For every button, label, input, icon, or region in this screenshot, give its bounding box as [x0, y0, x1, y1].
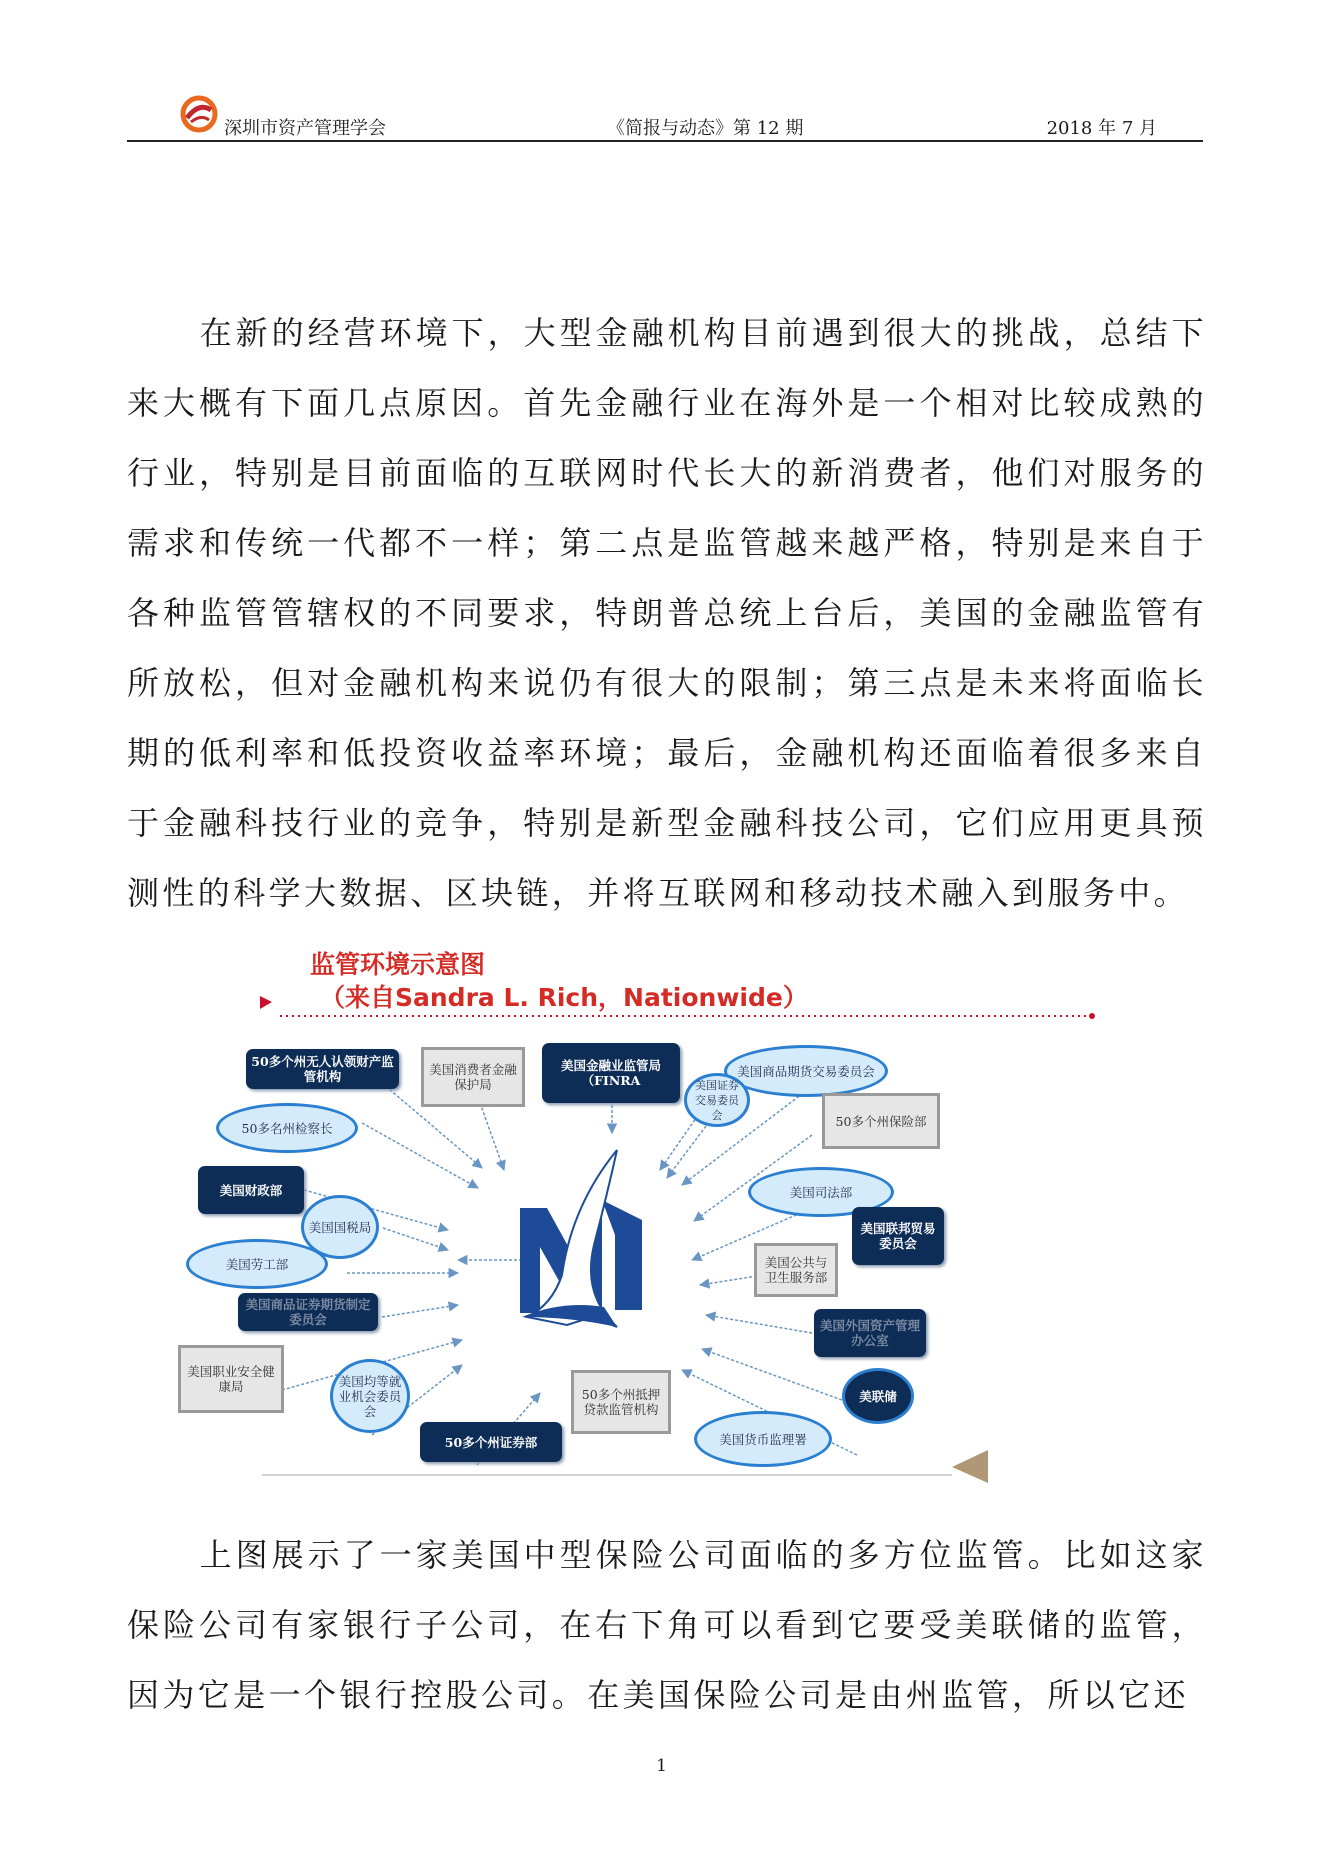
issue-title: 《简报与动态》第 12 期 [607, 118, 804, 139]
organization-name: 深圳市资产管理学会 [224, 118, 386, 139]
node-osha: 美国职业安全健康局 [178, 1345, 284, 1413]
page-number: 1 [656, 1756, 667, 1776]
node-treasury: 美国财政部 [198, 1166, 304, 1214]
node-cfpb: 美国消费者金融保护局 [421, 1047, 525, 1107]
node-fed: 美联储 [842, 1368, 914, 1424]
regulation-diagram [187, 945, 1147, 1505]
node-state-insurance: 50多个州保险部 [822, 1093, 940, 1149]
paragraph-text: 上图展示了一家美国中型保险公司面临的多方位监管。比如这家保险公司有家银行子公司，在右下角可以看到它要受美联储的监管，因为它是一个银行控股公司。在美国保险公司是由州监管，所以它还 [127, 1536, 1207, 1714]
body-paragraph [127, 1520, 1207, 1730]
node-unclaimed-property: 50多个州无人认领财产监管机构 [246, 1049, 399, 1089]
logo-icon [179, 94, 219, 134]
page-header [127, 100, 1203, 142]
figure-subtitle: （来自Sandra L. Rich，Nationwide） [320, 983, 808, 1012]
node-cftc: 美国商品期货交易委员会 [724, 1045, 888, 1097]
line-end-dot [1089, 1013, 1095, 1019]
node-eeoc: 美国均等就业机会委员会 [330, 1359, 410, 1433]
node-doj: 美国司法部 [748, 1167, 894, 1217]
node-sec: 美国证券交易委员会 [684, 1073, 750, 1127]
node-occ: 美国货币监理署 [694, 1411, 832, 1467]
nationwide-logo-icon [520, 1150, 642, 1327]
issue-date: 2018 年 7 月 [1046, 118, 1157, 139]
tan-triangle-icon [952, 1450, 988, 1483]
figure-title: 监管环境示意图 [310, 950, 486, 979]
node-faded-commission: 美国商品证券期货制定委员会 [238, 1293, 378, 1331]
node-ftc: 美国联邦贸易委员会 [852, 1207, 944, 1265]
node-labor: 美国劳工部 [186, 1239, 328, 1289]
node-irs: 美国国税局 [301, 1195, 379, 1259]
node-state-securities: 50多个州证券部 [420, 1422, 562, 1462]
node-ofac: 美国外国资产管理办公室 [814, 1309, 926, 1357]
node-attorneys-general: 50多名州检察长 [216, 1103, 358, 1153]
red-triangle-icon [260, 996, 272, 1009]
paragraph-text: 在新的经营环境下，大型金融机构目前遇到很大的挑战，总结下来大概有下面几点原因。首先金融行业在海外是一个相对比较成熟的行业，特别是目前面临的互联网时代长大的新消费者，他们对服务的需求和传统一代都不一样；第二点是监管越来越严格，特别是来自于各种监管管辖权的不同要求，特朗普总统上台后，美国的金融监管有所放松，但对金融机构来说仍有很大的限制；第三点是未来将面临长期的低利率和低投资收益率环境；最后，金融机构还面临着很多来自于金融科技行业的竞争，特别是新型金融科技公司，它们应用更具预测性的科学大数据、区块链，并将互联网和移动技术融入到服务中。 [127, 314, 1207, 912]
node-finra: 美国金融业监管局（FINRA [542, 1043, 680, 1103]
body-paragraph [127, 298, 1207, 928]
node-state-mortgage: 50多个州抵押贷款监管机构 [571, 1370, 671, 1434]
node-hhs: 美国公共与卫生服务部 [754, 1243, 838, 1297]
